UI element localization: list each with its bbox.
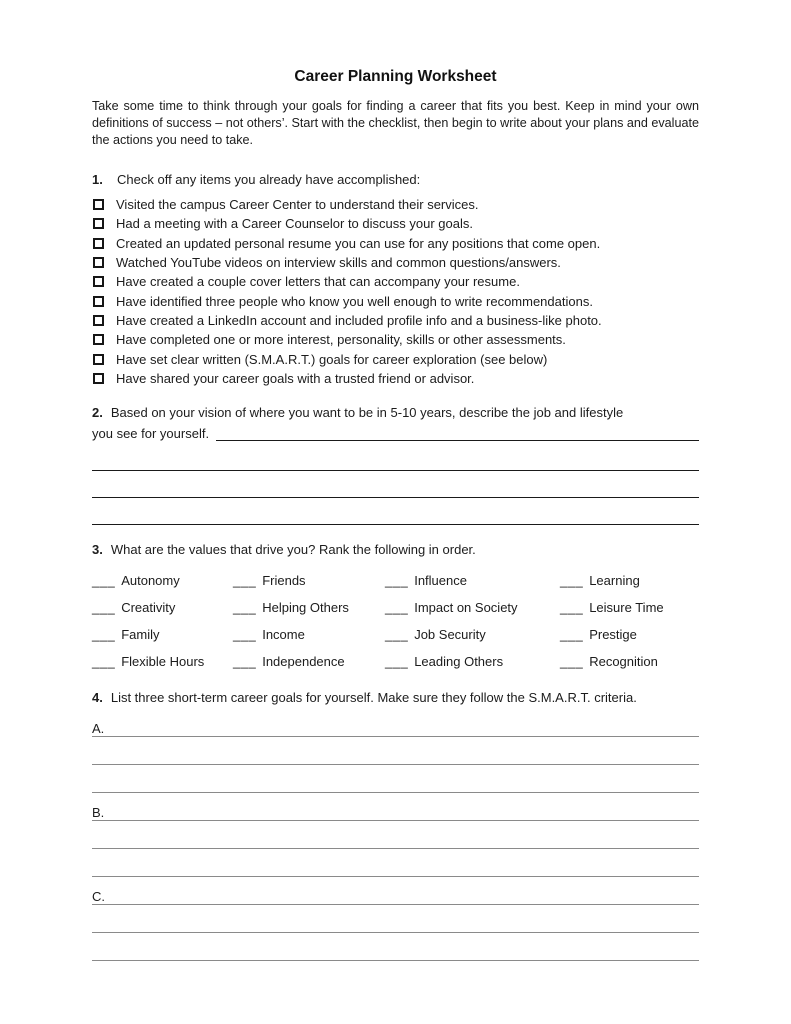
rank-blank: ___ <box>92 572 116 588</box>
checklist-item <box>92 349 699 368</box>
checklist-item-label: Had a meeting with a Career Counselor to discuss your goals. <box>116 216 473 232</box>
write-line <box>92 849 699 877</box>
checkbox-icon[interactable] <box>93 296 104 307</box>
value-label: Influence <box>414 572 467 588</box>
section-2-heading <box>92 403 699 423</box>
section-4 <box>92 689 699 961</box>
checkbox-icon[interactable] <box>93 373 104 384</box>
write-line <box>92 471 699 498</box>
value-label: Recognition <box>589 653 658 669</box>
section-3-heading <box>92 541 699 559</box>
rank-blank: ___ <box>385 599 409 615</box>
value-cell <box>92 627 233 646</box>
checkbox-icon[interactable] <box>93 238 104 249</box>
goal-label: B. <box>92 804 105 820</box>
checkbox-icon[interactable] <box>93 218 104 229</box>
section-2 <box>92 403 699 525</box>
checklist-item <box>92 330 699 349</box>
value-label: Learning <box>589 572 640 588</box>
section-1-prompt: Check off any items you already have accomplished: <box>117 172 421 187</box>
value-cell <box>233 627 385 646</box>
rank-blank: ___ <box>560 626 584 642</box>
checklist-item-label: Have created a LinkedIn account and included profile info and a business-like photo. <box>116 312 602 328</box>
value-label: Impact on Society <box>414 599 518 615</box>
value-cell <box>385 654 560 673</box>
value-cell <box>233 654 385 673</box>
checklist-item <box>92 234 699 253</box>
page-content <box>92 66 699 961</box>
value-cell <box>233 600 385 619</box>
write-line <box>92 821 699 849</box>
write-line <box>92 765 699 793</box>
values-row <box>92 619 699 646</box>
value-label: Leading Others <box>414 653 504 669</box>
write-line <box>92 737 699 765</box>
checklist-item-label: Have set clear written (S.M.A.R.T.) goals for career exploration (see below) <box>116 351 548 367</box>
rank-blank: ___ <box>385 572 409 588</box>
rank-blank: ___ <box>560 599 584 615</box>
goal-line <box>92 877 699 905</box>
checklist-item <box>92 214 699 233</box>
checkbox-icon[interactable] <box>93 334 104 345</box>
rank-blank: ___ <box>233 572 257 588</box>
value-cell <box>560 654 699 673</box>
goal-label: A. <box>92 720 105 736</box>
checklist-item-label: Visited the campus Career Center to understand their services. <box>116 197 479 213</box>
section-4-prompt: List three short-term career goals for yourself. Make sure they follow the S.M.A.R.T. criteria. <box>110 689 637 705</box>
value-cell <box>560 627 699 646</box>
value-cell <box>385 600 560 619</box>
value-label: Prestige <box>589 626 637 642</box>
checklist-item <box>92 291 699 310</box>
goal-line <box>92 793 699 821</box>
section-2-prompt-line2: you see for yourself. <box>92 425 210 441</box>
section-3 <box>92 541 699 673</box>
section-2-prompt-line2-row <box>92 423 699 444</box>
goal-write-area <box>92 709 699 961</box>
rank-blank: ___ <box>92 626 116 642</box>
value-label: Autonomy <box>121 572 180 588</box>
checklist-item-label: Created an updated personal resume you can use for any positions that come open. <box>116 235 601 251</box>
rank-blank: ___ <box>560 572 584 588</box>
section-4-heading <box>92 689 699 707</box>
document-title: Career Planning Worksheet <box>294 68 497 85</box>
value-cell <box>92 654 233 673</box>
value-label: Leisure Time <box>589 599 664 615</box>
goal-line <box>92 709 699 737</box>
rank-blank: ___ <box>233 653 257 669</box>
value-cell <box>92 600 233 619</box>
checkbox-icon[interactable] <box>93 257 104 268</box>
values-row <box>92 646 699 673</box>
rank-blank: ___ <box>92 599 116 615</box>
rank-blank: ___ <box>560 653 584 669</box>
value-cell <box>385 573 560 592</box>
value-cell <box>92 573 233 592</box>
write-line <box>92 444 699 471</box>
checklist <box>92 195 699 388</box>
values-row <box>92 565 699 592</box>
section-3-number: 3. <box>92 541 103 557</box>
value-cell <box>560 600 699 619</box>
value-label: Income <box>262 626 305 642</box>
rank-blank: ___ <box>385 653 409 669</box>
goal-label: C. <box>92 888 105 904</box>
section-2-prompt-line1: Based on your vision of where you want to be in 5-10 years, describe the job and lifestyle <box>110 404 624 420</box>
section-3-prompt: What are the values that drive you? Rank the following in order. <box>110 541 476 557</box>
write-line <box>216 423 699 441</box>
checklist-item <box>92 272 699 291</box>
checkbox-icon[interactable] <box>93 315 104 326</box>
write-line <box>92 933 699 961</box>
value-label: Family <box>121 626 160 642</box>
section-2-number: 2. <box>92 404 103 420</box>
rank-blank: ___ <box>233 599 257 615</box>
section-1-number: 1. <box>92 172 103 187</box>
value-cell <box>560 573 699 592</box>
checkbox-icon[interactable] <box>93 276 104 287</box>
value-cell <box>385 627 560 646</box>
rank-blank: ___ <box>92 653 116 669</box>
checklist-item-label: Have shared your career goals with a trusted friend or advisor. <box>116 370 475 386</box>
checklist-item <box>92 311 699 330</box>
intro-paragraph: Take some time to think through your goals for finding a career that fits you best. Keep in mind your own definitions of success – not others’. Start with the checklist, then begin to write about your plans and evaluate the actions you need to take. <box>92 99 699 147</box>
checklist-item <box>92 253 699 272</box>
checkbox-icon[interactable] <box>93 354 104 365</box>
checkbox-icon[interactable] <box>93 199 104 210</box>
write-line <box>92 498 699 525</box>
value-label: Job Security <box>414 626 486 642</box>
checklist-item-label: Have completed one or more interest, personality, skills or other assessments. <box>116 332 566 348</box>
value-label: Flexible Hours <box>121 653 205 669</box>
checklist-item-label: Watched YouTube videos on interview skills and common questions/answers. <box>116 255 561 271</box>
checklist-item <box>92 369 699 388</box>
values-row <box>92 592 699 619</box>
checklist-item-label: Have created a couple cover letters that can accompany your resume. <box>116 274 520 290</box>
checklist-item <box>92 195 699 214</box>
section-4-number: 4. <box>92 689 103 705</box>
checklist-item-label: Have identified three people who know you well enough to write recommendations. <box>116 293 593 309</box>
value-label: Independence <box>262 653 345 669</box>
value-label: Friends <box>262 572 306 588</box>
write-line <box>92 905 699 933</box>
values-grid <box>92 565 699 673</box>
section-1-heading <box>92 171 699 189</box>
rank-blank: ___ <box>385 626 409 642</box>
value-label: Creativity <box>121 599 176 615</box>
rank-blank: ___ <box>233 626 257 642</box>
value-label: Helping Others <box>262 599 349 615</box>
value-cell <box>233 573 385 592</box>
